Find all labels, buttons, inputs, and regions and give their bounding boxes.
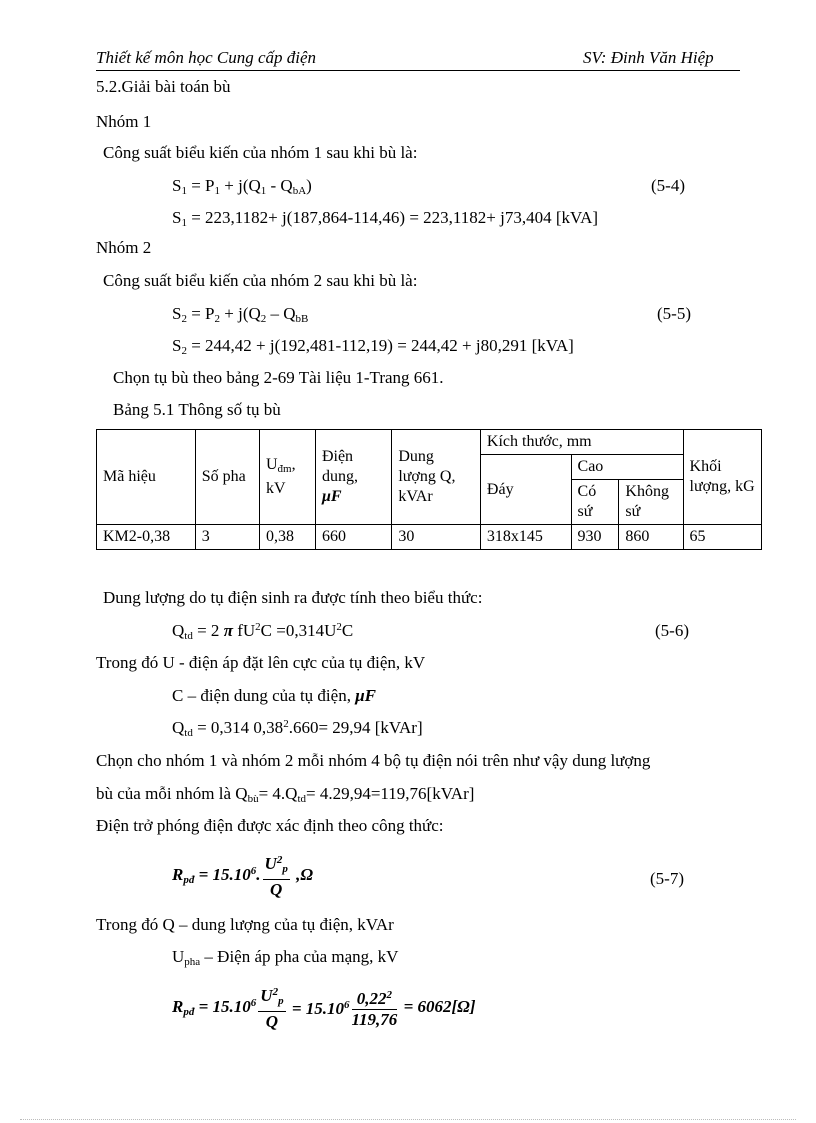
equation-number-5-5: (5-5) (657, 304, 691, 323)
capacitor-spec-table (96, 429, 762, 550)
where-q: Trong đó Q – dung lượng của tụ điện, kVAr (96, 915, 394, 934)
header-without-insulator: Không sứ (619, 480, 683, 525)
group2-title: Nhóm 2 (96, 238, 152, 257)
rpd-calculation: $R_{pđ} = 15.10^6$ $\frac{U^2_p}{Q}$ = $15.10^6$ $\frac{0,22^2}{119,76}$ = 6062[Ω] (172, 982, 476, 1032)
header-with-insulator: Có sứ (571, 480, 619, 525)
header-phase: Số pha (195, 430, 259, 525)
group2-equation: $S_2 = P_2 + j(Q_2 - Q_{bB}$ (172, 304, 309, 325)
equation-number-5-4: (5-4) (651, 176, 685, 195)
header-capacitance: Điện dung, μF (315, 430, 391, 525)
page-bottom-border (20, 1119, 796, 1120)
table-row: KM2-0,38 3 0,38 660 30 318x145 930 860 65 (97, 525, 762, 550)
header-student-name: SV: Đinh Văn Hiệp (583, 48, 714, 67)
header-dimensions: Kích thước, mm (480, 430, 683, 455)
capacity-intro: Dung lượng do tụ điện sinh ra được tính theo biểu thức: (103, 588, 483, 607)
where-upha: $U_{pha}$ – Điện áp pha của mạng, kV (172, 947, 399, 968)
choose-paragraph-line2: bù của mỗi nhóm là $Q_{bù}= 4.Q_{td}=$ 4.29,94=119,76[kVAr] (96, 784, 475, 805)
where-c: C – điện dung của tụ điện, μF (172, 686, 376, 705)
group1-calculation: $S_1 = 223,1182+ j(187,864-114,46) = 223,1182+ j73,404$ [kVA] (172, 208, 599, 229)
header-mass: Khối lượng, kG (683, 430, 761, 525)
header-rule (96, 70, 740, 71)
qtd-formula: $Q_{td} = 2$ π $fU^2C =0,314U^2C$ (172, 621, 354, 642)
header-code: Mã hiệu (97, 430, 196, 525)
header-height: Cao (571, 455, 683, 480)
table-caption: Bảng 5.1 Thông số tụ bù (113, 400, 281, 419)
qtd-calculation: $Q_{td} = 0,314$ $0,38^2.660= 29,94$ [kVAr] (172, 718, 423, 739)
group2-intro: Công suất biểu kiến của nhóm 2 sau khi bù là: (103, 271, 418, 290)
group2-calculation: $S_2 = 244,42 + j(192,481-112,19) = 244,42 + j80,291$ [kVA] (172, 336, 574, 357)
equation-number-5-6: (5-6) (655, 621, 689, 640)
group1-intro: Công suất biểu kiến của nhóm 1 sau khi bù là: (103, 143, 418, 162)
choose-paragraph-line1: Chọn cho nhóm 1 và nhóm 2 mỗi nhóm 4 bộ tụ điện nói trên như vậy dung lượng (96, 751, 651, 770)
header-capacity: Dung lượng Q, kVAr (392, 430, 481, 525)
group1-equation: $S_1 = P_1 + j(Q_1 - Q_{bA})$ (172, 176, 312, 197)
rpd-formula: $R_{pđ} = 15.10^6$. $\frac{U^2_p}{Q}$ ,Ω (172, 850, 313, 900)
equation-number-5-7: (5-7) (650, 869, 684, 888)
section-title: 5.2.Giải bài toán bù (96, 77, 231, 96)
choose-capacitor-line: Chọn tụ bù theo bảng 2-69 Tài liệu 1-Trang 661. (113, 368, 444, 387)
resistor-intro: Điện trở phóng điện được xác định theo công thức: (96, 816, 444, 835)
header-course-title: Thiết kế môn học Cung cấp điện (96, 48, 317, 67)
where-u: Trong đó U - điện áp đặt lên cực của tụ điện, kV (96, 653, 426, 672)
group1-title: Nhóm 1 (96, 112, 152, 131)
header-voltage: $U_{đm}$, kV (259, 430, 315, 525)
header-base: Đáy (480, 455, 571, 525)
